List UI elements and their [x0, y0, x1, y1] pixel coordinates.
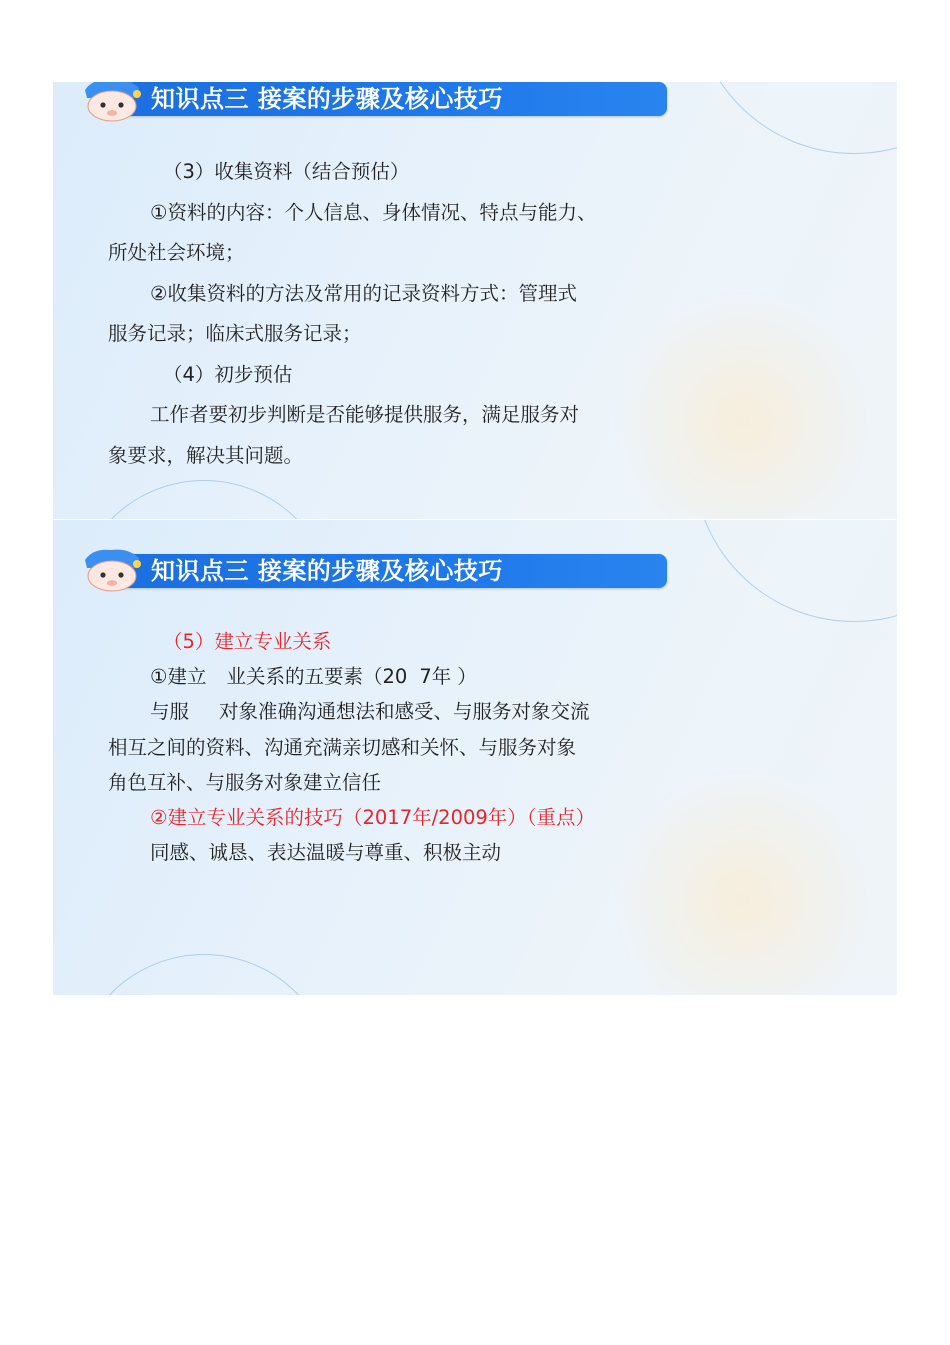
text-line: 服务记录；临床式服务记录； [108, 322, 362, 345]
text-line: （3）收集资料（结合预估） [163, 160, 410, 183]
decorative-arc [73, 954, 335, 995]
text-fragment: 7年 ） [419, 665, 477, 689]
section-heading: ②建立专业关系的技巧（2017年/2009年）（重点） [150, 805, 596, 829]
decorative-arc [693, 82, 897, 154]
text-line [108, 659, 638, 694]
slide-content [108, 152, 638, 476]
mascot-icon [79, 82, 145, 124]
text-line: 所处社会环境； [108, 241, 245, 264]
text-line: （4）初步预估 [163, 362, 293, 386]
slide-2 [53, 520, 897, 995]
text-line [108, 694, 638, 729]
decorative-arc [73, 480, 335, 519]
slide-1 [53, 82, 897, 519]
background-glow [613, 292, 873, 519]
text-line: 相互之间的资料、沟通充满亲切感和关怀、与服务对象 [108, 735, 577, 759]
section-heading: （5）建立专业关系 [163, 630, 332, 653]
text-line: ①资料的内容：个人信息、身体情况、特点与能力、 [150, 200, 597, 224]
header-title: 知识点三 接案的步骤及核心技巧 [151, 557, 503, 585]
text-fragment: 与服 [150, 700, 190, 724]
text-line: ②收集资料的方法及常用的记录资料方式：管理式 [150, 281, 577, 305]
slide-content [108, 624, 638, 870]
text-fragment: ①建立 [150, 665, 207, 689]
text-fragment: 业关系的五要素（20 [226, 665, 408, 689]
background-glow [613, 770, 873, 995]
text-line: 角色互补、与服务对象建立信任 [108, 770, 382, 794]
header-title: 知识点三 接案的步骤及核心技巧 [151, 85, 503, 113]
text-fragment: 对象准确沟通想法和感受、与服务对象交流 [219, 700, 590, 724]
decorative-arc [693, 520, 897, 622]
text-line: 象要求，解决其问题。 [108, 443, 304, 467]
text-line: 工作者要初步判断是否能够提供服务，满足服务对 [150, 403, 580, 426]
text-line: 同感、诚恳、表达温暖与尊重、积极主动 [150, 841, 502, 865]
mascot-icon [79, 546, 145, 594]
